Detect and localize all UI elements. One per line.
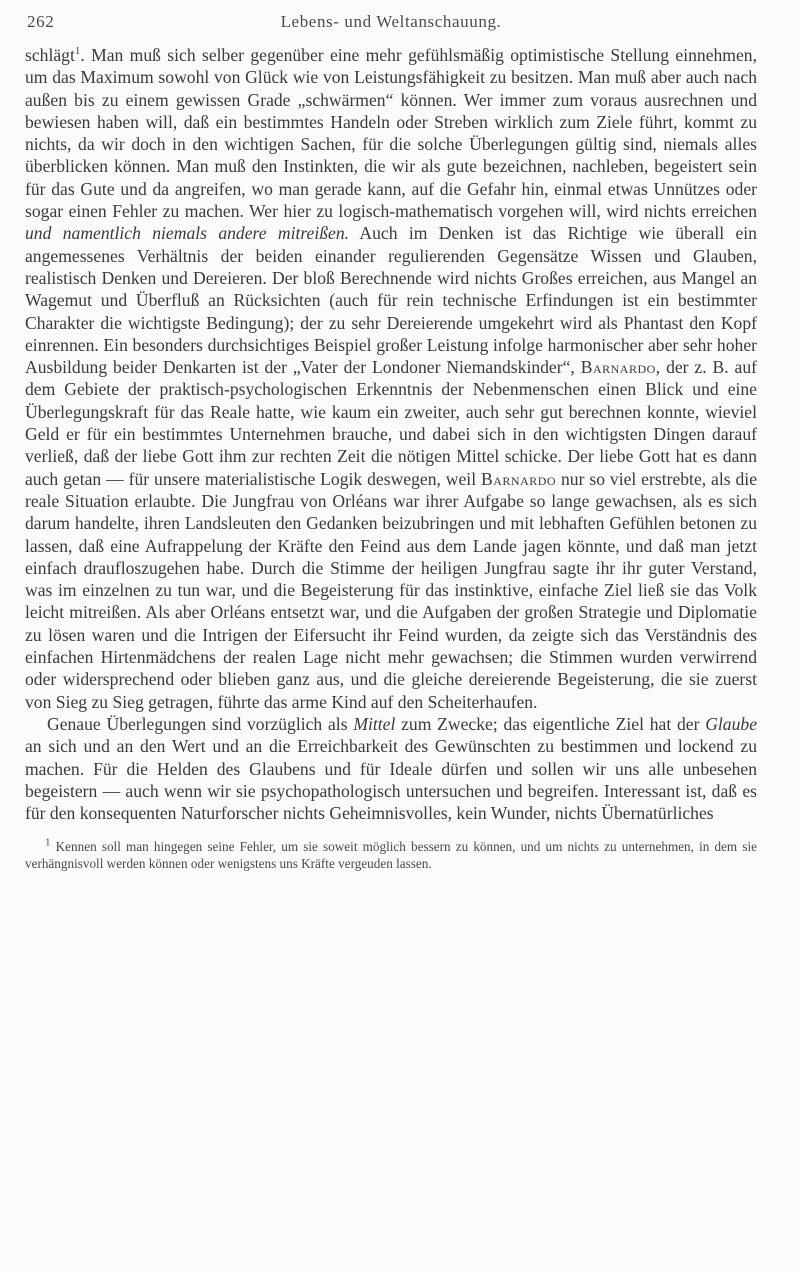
text-run: , der z. B. auf dem Gebiete der praktisch-psychologischen Erkenntnis der Nebenmenschen einen Blick und eine Überlegungskraft für das Reale hatte, wie kaum ein zweiter, auch sehr gut berechnen konnte, wieviel Geld er für ein bestimmtes Unternehmen brauche, und dabei sich in den wichtigsten Dingen darauf verließ, daß der liebe Gott ihm zur rechten Zeit die nötigen Mittel schicke. Der liebe Gott hat es dann auch getan — für unsere materialistische Logik deswegen, weil [25,357,758,489]
footnote-text: Kennen soll man hingegen seine Fehler, um sie soweit möglich bessern zu können, und um nichts zu unternehmen, in dem sie verhängnisvoll werden können oder wenigstens uns Kräfte vergeuden lassen. [25,839,757,872]
text-run: Auch im Denken ist das Richtige wie überall ein angemessenes Verhältnis der beiden einander regulierenden Gegensätze Wissen und Glauben, realistisch Denken und Dereieren. Der bloß Berechnende wird nichts Großes erreichen, aus Mangel an Wagemut und Überfluß an Rücksichten (auch für rein technische Erfindungen ist ein bestimmter Charakter die wichtigste Bedingung); der zu sehr Dereierende umgekehrt wird als Phantast den Kopf einrennen. Ein besonders durchsichtiges Beispiel großer Leistung infolge harmonischer aber sehr hoher Ausbildung beider Denkarten ist der „Vater der Londoner Niemandskinder“, [25,223,757,378]
text-run: schlägt [25,45,75,65]
text-run: nur so viel erstrebte, als die reale Situation erlaubte. Die Jungfrau von Orléans war ihrer Aufgabe so lange gewachsen, als es sich darum handelte, ihren Landsleuten den Gedanken beizubringen und mit lebhaften Gefühlen betonen zu lassen, daß eine Aufrappelung der Kräfte den Feind aus dem Lande jagen könnte, und daß man jetzt einfach draufloszugehen habe. Durch die Stimme der heiligen Jungfrau sagte ihr ihr guter Verstand, was im einzelnen zu tun war, und die Begeisterung für das instinktive, einfache Ziel ließ sie das Volk leicht mitreißen. Als aber Orléans entsetzt war, und die Aufgaben der großen Strategie und Diplomatie zu lösen waren und die Intrigen der Eifersucht ihr Feind wurden, da zeigte sich das Verständnis des einfachen Hirtenmädchens der realen Lage nicht mehr gewachsen; die Stimmen wurden verwirrend oder widersprechend oder blieben ganz aus, und die gleiche dereierende Begeisterung, die sie zuerst von Sieg zu Sieg getragen, führte das arme Kind auf den Scheiterhaufen. [25,468,757,712]
running-header [25,4,757,44]
text-run: Genaue Überlegungen sind vorzüglich als [47,713,354,734]
text-run: . Man muß sich selber gegenüber eine mehr gefühlsmäßig optimistische Stellung einnehmen, um das Maximum sowohl von Glück wie von Leistungsfähigkeit zu besitzen. Man muß aber auch nach außen bis zu einem gewissen Grade „schwärmen“ können. Wer immer zum voraus ausrechnen und bewiesen haben will, daß ein bestimmtes Handeln oder Streben wirklich zum Ziele führt, kommt zu nichts, da wir doch in den wichtigen Sachen, für die solche Überlegungen gültig sind, niemals alles überblicken können. Man muß den Instinkten, die wir als gute bezeichnen, nachleben, begeistert sein für das Gute und da angreifen, wo man gerade kann, auf die Gefahr hin, einmal etwas Unnützes oder sogar einen Fehler zu machen. Wer hier zu logisch-mathematisch vorgehen will, wird nichts erreichen [25,45,757,222]
footnote-marker: 1 [45,837,51,849]
person-name: Barnardo [481,468,557,489]
emphasis-text: Mittel [353,713,396,734]
text-run: zum Zwecke; das eigentliche Ziel hat der [395,713,706,734]
paragraph-2 [25,713,757,824]
footnotes [25,838,757,872]
person-name: Barnardo [580,357,656,378]
footnote-1 [25,838,757,872]
paragraph-1 [25,44,757,713]
main-text [25,44,757,824]
text-run: an sich und an den Wert und an die Erreichbarkeit des Gewünschten zu bestimmen und lockend zu machen. Für die Helden des Glaubens und für Ideale dürfen und sollen wir uns alle unbesehen begeistern — auch wenn wir sie psychopathologisch untersuchen und begreifen. Interessant ist, daß es für den konsequenten Naturforscher nichts Geheimnisvolles, kein Wunder, nichts Übernatürliches [25,736,757,824]
book-page [25,0,757,872]
emphasis-text: und namentlich niemals andere mitreißen. [25,223,350,244]
page-number: 262 [27,12,55,31]
running-title: Lebens- und Weltanschauung. [280,12,502,31]
footnote-reference: 1 [74,45,81,58]
emphasis-text: Glaube [705,713,757,734]
